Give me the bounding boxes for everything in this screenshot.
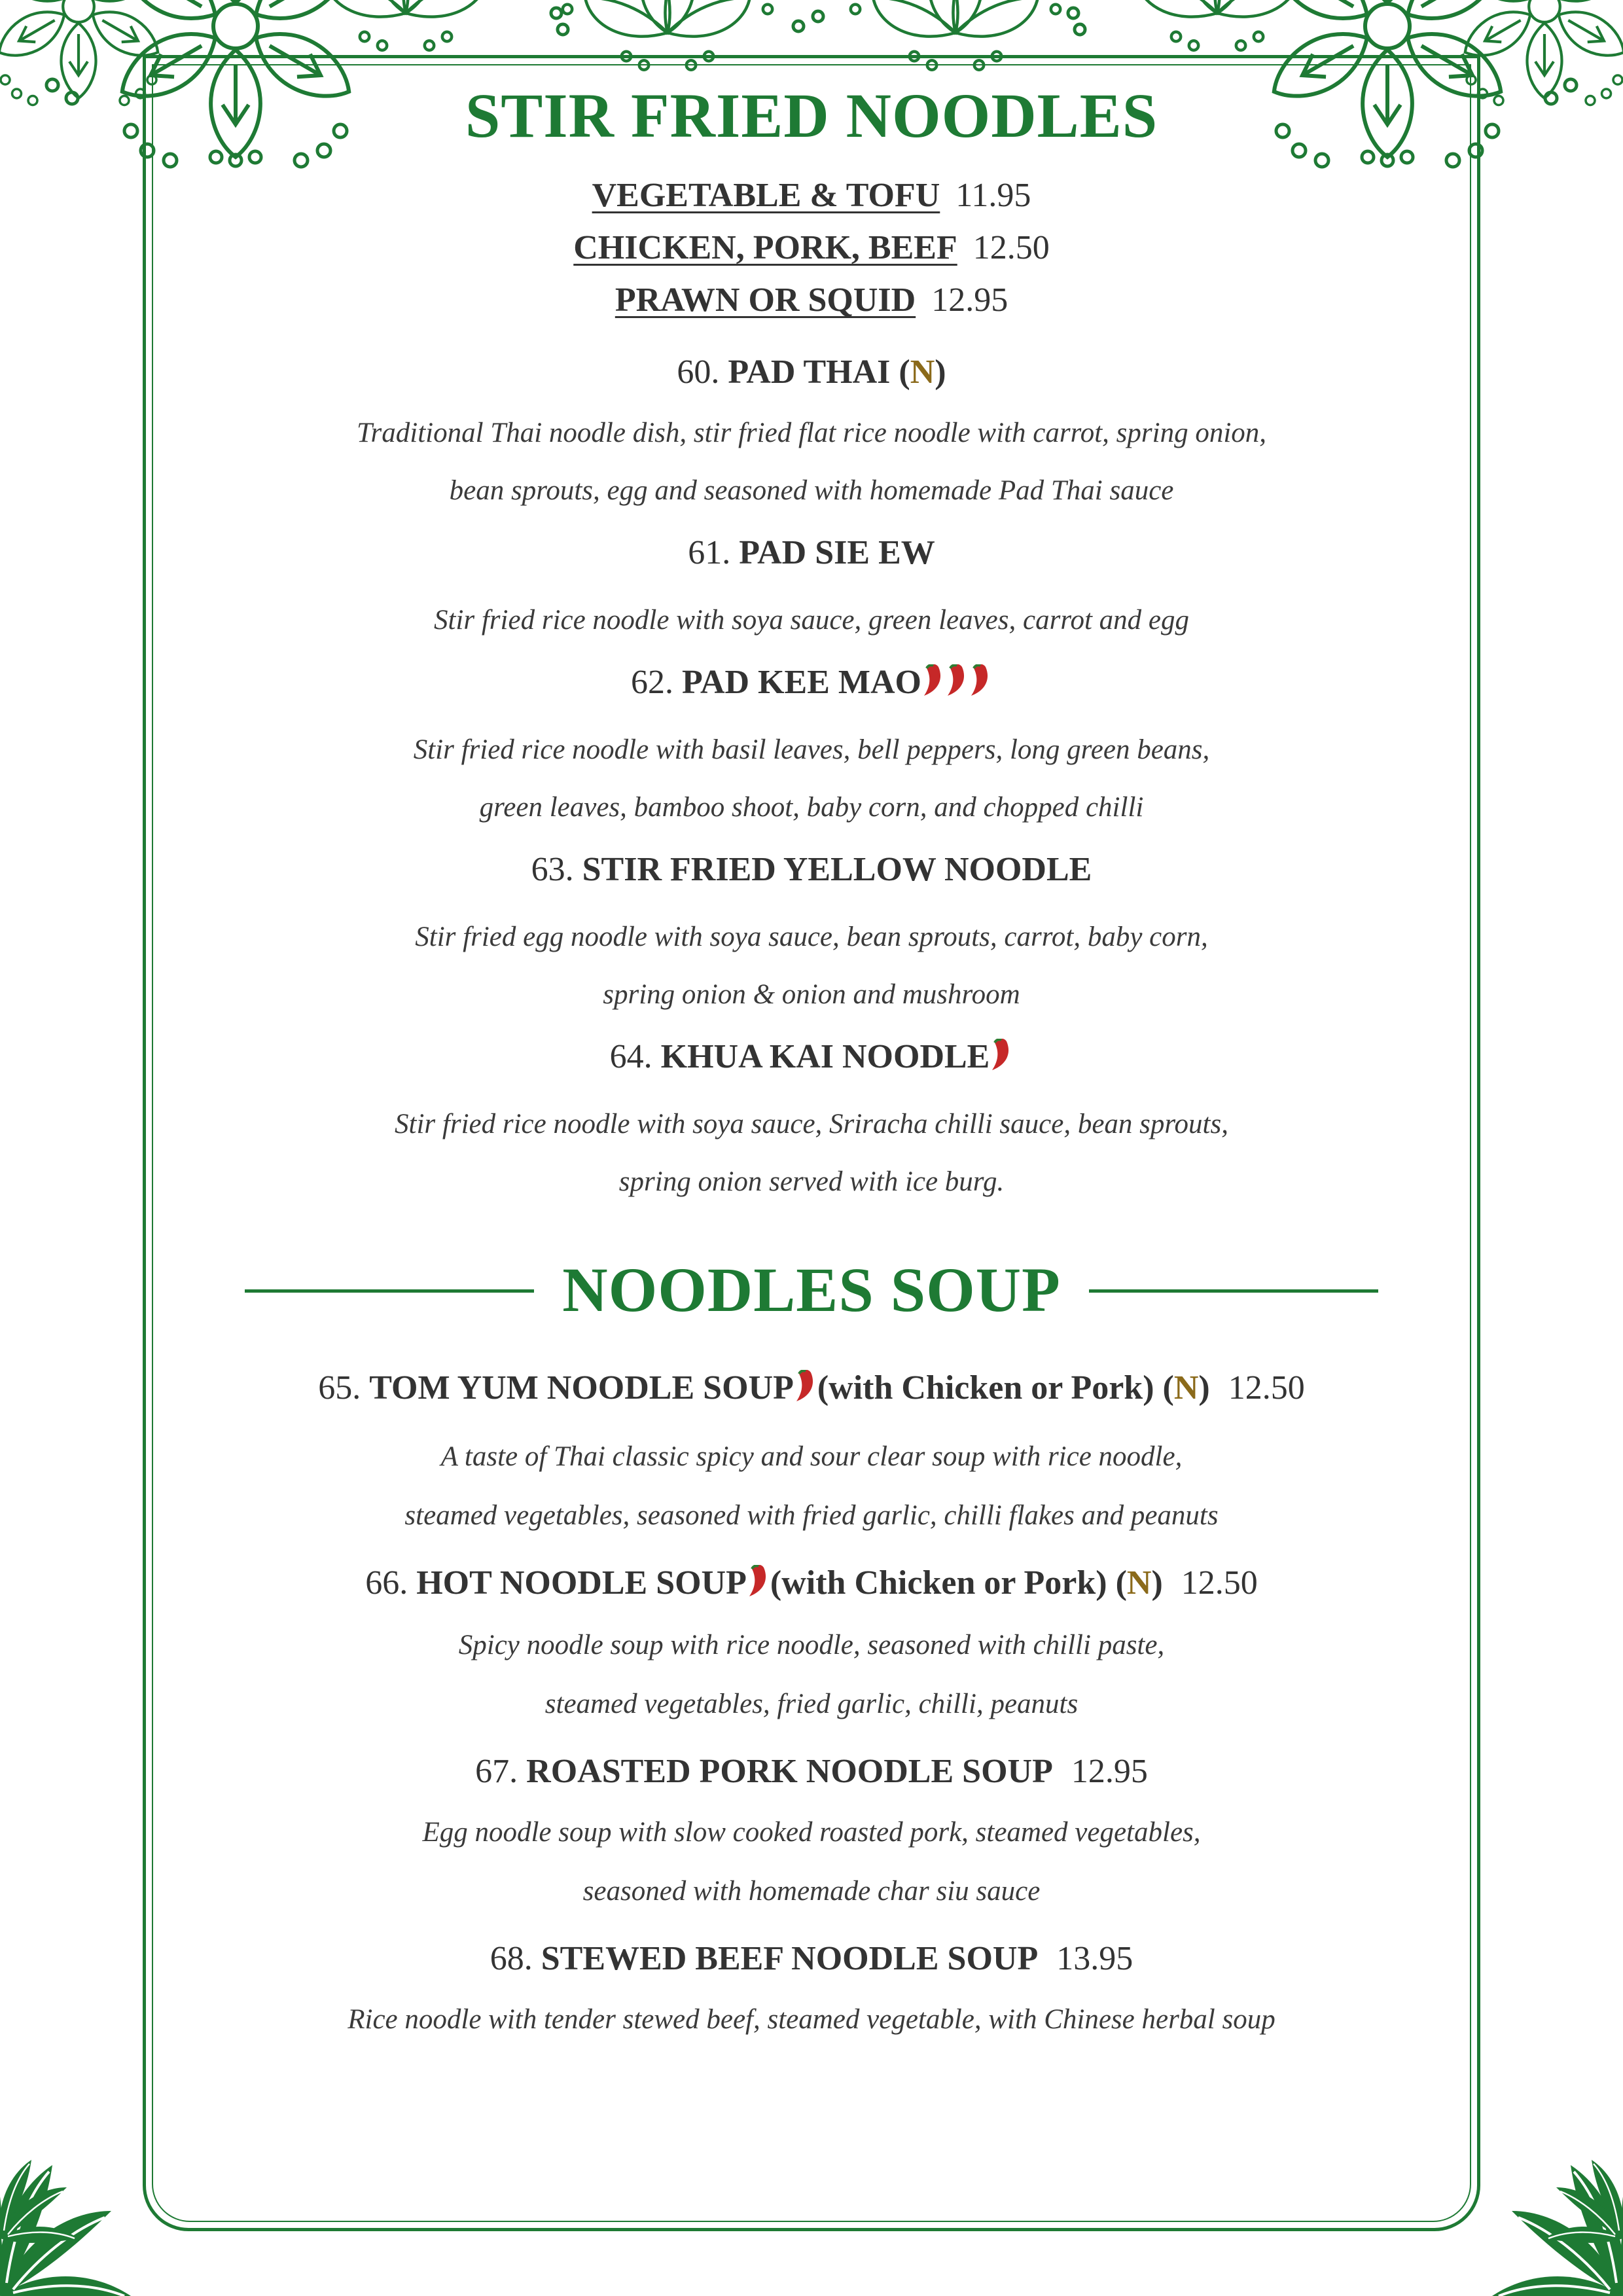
item-number: 64. bbox=[609, 1038, 652, 1075]
item-number: 66. bbox=[365, 1564, 408, 1602]
menu-item-67 bbox=[0, 1751, 1623, 1792]
price-row bbox=[0, 280, 1623, 321]
price-value: 12.95 bbox=[931, 281, 1008, 319]
item-name: PAD THAI ( bbox=[728, 353, 910, 391]
chili-icon bbox=[794, 1370, 817, 1403]
price-label: CHICKEN, PORK, BEEF bbox=[573, 229, 957, 266]
menu-item-63 bbox=[0, 850, 1623, 890]
item-description: Rice noodle with tender stewed beef, steamed vegetable, with Chinese herbal soup bbox=[348, 2004, 1275, 2035]
item-option: (with Chicken or Pork) ( bbox=[770, 1564, 1127, 1602]
item-number: 68. bbox=[490, 1940, 533, 1977]
item-name: KHUA KAI NOODLE bbox=[660, 1038, 990, 1075]
chili-icon bbox=[921, 664, 945, 697]
section-title-noodles-soup: NOODLES SOUP bbox=[562, 1255, 1061, 1325]
item-name: TOM YUM NOODLE SOUP bbox=[369, 1369, 794, 1407]
item-description: steamed vegetables, fried garlic, chilli, peanuts bbox=[544, 1689, 1079, 1719]
item-number: 62. bbox=[631, 664, 674, 701]
item-number: 63. bbox=[531, 851, 574, 888]
menu-item-61 bbox=[0, 533, 1623, 573]
menu-item-68 bbox=[0, 1939, 1623, 1979]
menu-item-60 bbox=[0, 352, 1623, 393]
item-description: Stir fried rice noodle with soya sauce, Sriracha chilli sauce, bean sprouts, bbox=[395, 1109, 1228, 1139]
item-description: spring onion served with ice burg. bbox=[618, 1166, 1005, 1197]
item-description: Stir fried egg noodle with soya sauce, bean sprouts, carrot, baby corn, bbox=[415, 922, 1208, 952]
item-name: STIR FRIED YELLOW NOODLE bbox=[582, 851, 1092, 888]
item-description: Stir fried rice noodle with basil leaves, bell peppers, long green beans, bbox=[413, 734, 1210, 765]
item-name: PAD SIE EW bbox=[739, 534, 935, 571]
menu-item-66 bbox=[0, 1563, 1623, 1604]
chili-icon bbox=[747, 1565, 770, 1598]
price-label: PRAWN OR SQUID bbox=[615, 281, 916, 319]
item-number: 60. bbox=[677, 353, 720, 391]
item-description: Egg noodle soup with slow cooked roasted pork, steamed vegetables, bbox=[422, 1817, 1201, 1848]
nut-indicator: N bbox=[1126, 1564, 1152, 1602]
item-name: PAD KEE MAO bbox=[682, 664, 921, 701]
item-option: (with Chicken or Pork) ( bbox=[817, 1369, 1174, 1407]
item-name: STEWED BEEF NOODLE SOUP bbox=[541, 1940, 1039, 1977]
price-row bbox=[0, 228, 1623, 268]
leaf-ornament-bottom-left bbox=[0, 2108, 170, 2296]
item-description: Traditional Thai noodle dish, stir fried flat rice noodle with carrot, spring onion, bbox=[356, 418, 1267, 448]
chili-icon bbox=[945, 664, 969, 697]
item-description: A taste of Thai classic spicy and sour clear soup with rice noodle, bbox=[440, 1441, 1183, 1472]
item-name-close: ) bbox=[1151, 1564, 1163, 1602]
item-name-close: ) bbox=[935, 353, 946, 391]
menu-item-62 bbox=[0, 662, 1623, 703]
price-value: 12.50 bbox=[972, 229, 1050, 266]
item-description: bean sprouts, egg and seasoned with homemade Pad Thai sauce bbox=[449, 475, 1174, 506]
section-title-stir-fried-noodles: STIR FRIED NOODLES bbox=[465, 81, 1158, 151]
item-description: Stir fried rice noodle with soya sauce, green leaves, carrot and egg bbox=[433, 605, 1189, 636]
chili-icon bbox=[990, 1039, 1013, 1071]
item-price: 12.50 bbox=[1181, 1564, 1258, 1602]
price-row bbox=[0, 175, 1623, 216]
item-description: Spicy noodle soup with rice noodle, seasoned with chilli paste, bbox=[458, 1630, 1165, 1660]
item-price: 13.95 bbox=[1056, 1940, 1133, 1977]
item-name: HOT NOODLE SOUP bbox=[416, 1564, 747, 1602]
item-description: spring onion & onion and mushroom bbox=[603, 979, 1020, 1010]
item-price: 12.95 bbox=[1071, 1753, 1148, 1790]
item-number: 65. bbox=[318, 1369, 361, 1407]
item-number: 61. bbox=[688, 534, 731, 571]
menu-item-65 bbox=[0, 1368, 1623, 1408]
nut-indicator: N bbox=[1173, 1369, 1199, 1407]
item-description: steamed vegetables, seasoned with fried garlic, chilli flakes and peanuts bbox=[404, 1500, 1219, 1531]
item-number: 67. bbox=[475, 1753, 518, 1790]
menu-item-64 bbox=[0, 1037, 1623, 1077]
price-label: VEGETABLE & TOFU bbox=[592, 177, 940, 214]
nut-indicator: N bbox=[910, 353, 935, 391]
item-name-close: ) bbox=[1198, 1369, 1210, 1407]
chili-icon bbox=[969, 664, 992, 697]
item-name: ROASTED PORK NOODLE SOUP bbox=[526, 1753, 1053, 1790]
item-price: 12.50 bbox=[1228, 1369, 1305, 1407]
leaf-ornament-bottom-right bbox=[1453, 2108, 1623, 2296]
item-description: green leaves, bamboo shoot, baby corn, and chopped chilli bbox=[479, 792, 1144, 823]
item-description: seasoned with homemade char siu sauce bbox=[582, 1876, 1041, 1907]
price-value: 11.95 bbox=[955, 177, 1031, 214]
